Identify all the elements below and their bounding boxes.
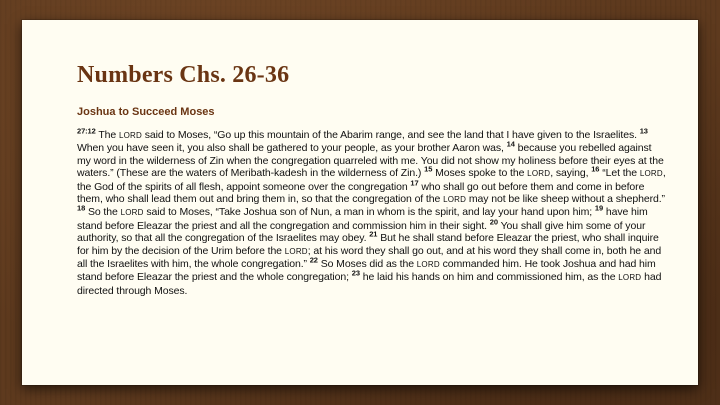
verse-text: said to Moses, “Go up this mountain of the Abarim range, and see the land that I have given to the Israelites. [141, 129, 640, 141]
verse-number: 17 [410, 178, 419, 188]
divine-name: LORD [416, 260, 440, 270]
verse-text: may not be like sheep without a shepherd.” [466, 193, 665, 206]
verse-text: Moses spoke to the [432, 167, 528, 180]
verse-number: 20 [489, 217, 498, 227]
slide-title: Numbers Chs. 26-36 [77, 62, 290, 88]
verse-number: 21 [369, 229, 378, 239]
slide [22, 20, 698, 385]
verse-number: 13 [639, 126, 648, 136]
divine-name: LORD [443, 195, 467, 205]
verse-text: You shall give him some of your authority, so that all the congregation of the Israelites may obey. [77, 219, 646, 245]
verse-text: “Let the [599, 167, 640, 180]
verse-number: 22 [309, 255, 318, 265]
scripture-passage [77, 126, 667, 297]
verse-number: 19 [594, 203, 604, 213]
divine-name: LORD [120, 208, 144, 218]
verse-text: So the [85, 206, 121, 219]
verse-text: because you rebelled against my word in the wilderness of Zin when the congregation quarreled with me. You did not show my holiness before their eyes at the waters.” (These are the waters of Meribath-kadesh in the wilderness of Zin.) [77, 142, 664, 180]
verse-text: who shall go out before them and come in before them, who shall lead them out and bring them in, so that the congregation of the [77, 180, 645, 206]
divine-name: LORD [618, 273, 642, 283]
divine-name: LORD [527, 169, 551, 179]
verse-number: 16 [591, 164, 600, 174]
verse-number: 15 [424, 164, 433, 174]
verse-text: So Moses did as the [317, 258, 417, 271]
verse-number: 27:12 [77, 126, 96, 136]
verse-number: 18 [77, 203, 86, 213]
verse-text: When you have seen it, you also shall be gathered to your people, as your brother Aaron was, [77, 142, 507, 155]
verse-text: But he shall stand before Eleazar the priest, who shall inquire for him by the decision of the Urim before the [77, 232, 659, 257]
verse-text: had directed through Moses. [77, 271, 662, 297]
verse-text: The [95, 129, 119, 141]
divine-name: LORD [118, 131, 142, 140]
verse-text: ; at his word they shall go out, and at his word they shall come in, both he and all the Israelites with him, the whole congregation.” [77, 244, 662, 271]
verse-text: commanded him. He took Joshua and had him stand before Eleazar the priest and the whole congregation; [77, 258, 656, 284]
verse-number: 14 [506, 139, 515, 149]
verse-text: have him stand before Eleazar the priest and all the congregation and commission him in their sight. [77, 206, 648, 232]
slide-subtitle: Joshua to Succeed Moses [77, 106, 215, 118]
verse-text: he laid his hands on him and commissioned him, as the [359, 271, 619, 284]
divine-name: LORD [639, 169, 663, 179]
verse-text: , the God of the spirits of all flesh, appoint someone over the congregation [77, 167, 666, 193]
divine-name: LORD [284, 246, 308, 256]
verse-number: 23 [351, 268, 360, 278]
verse-text: , saying, [550, 167, 592, 180]
verse-text: said to Moses, “Take Joshua son of Nun, a man in whom is the spirit, and lay your hand upon him; [143, 206, 595, 219]
